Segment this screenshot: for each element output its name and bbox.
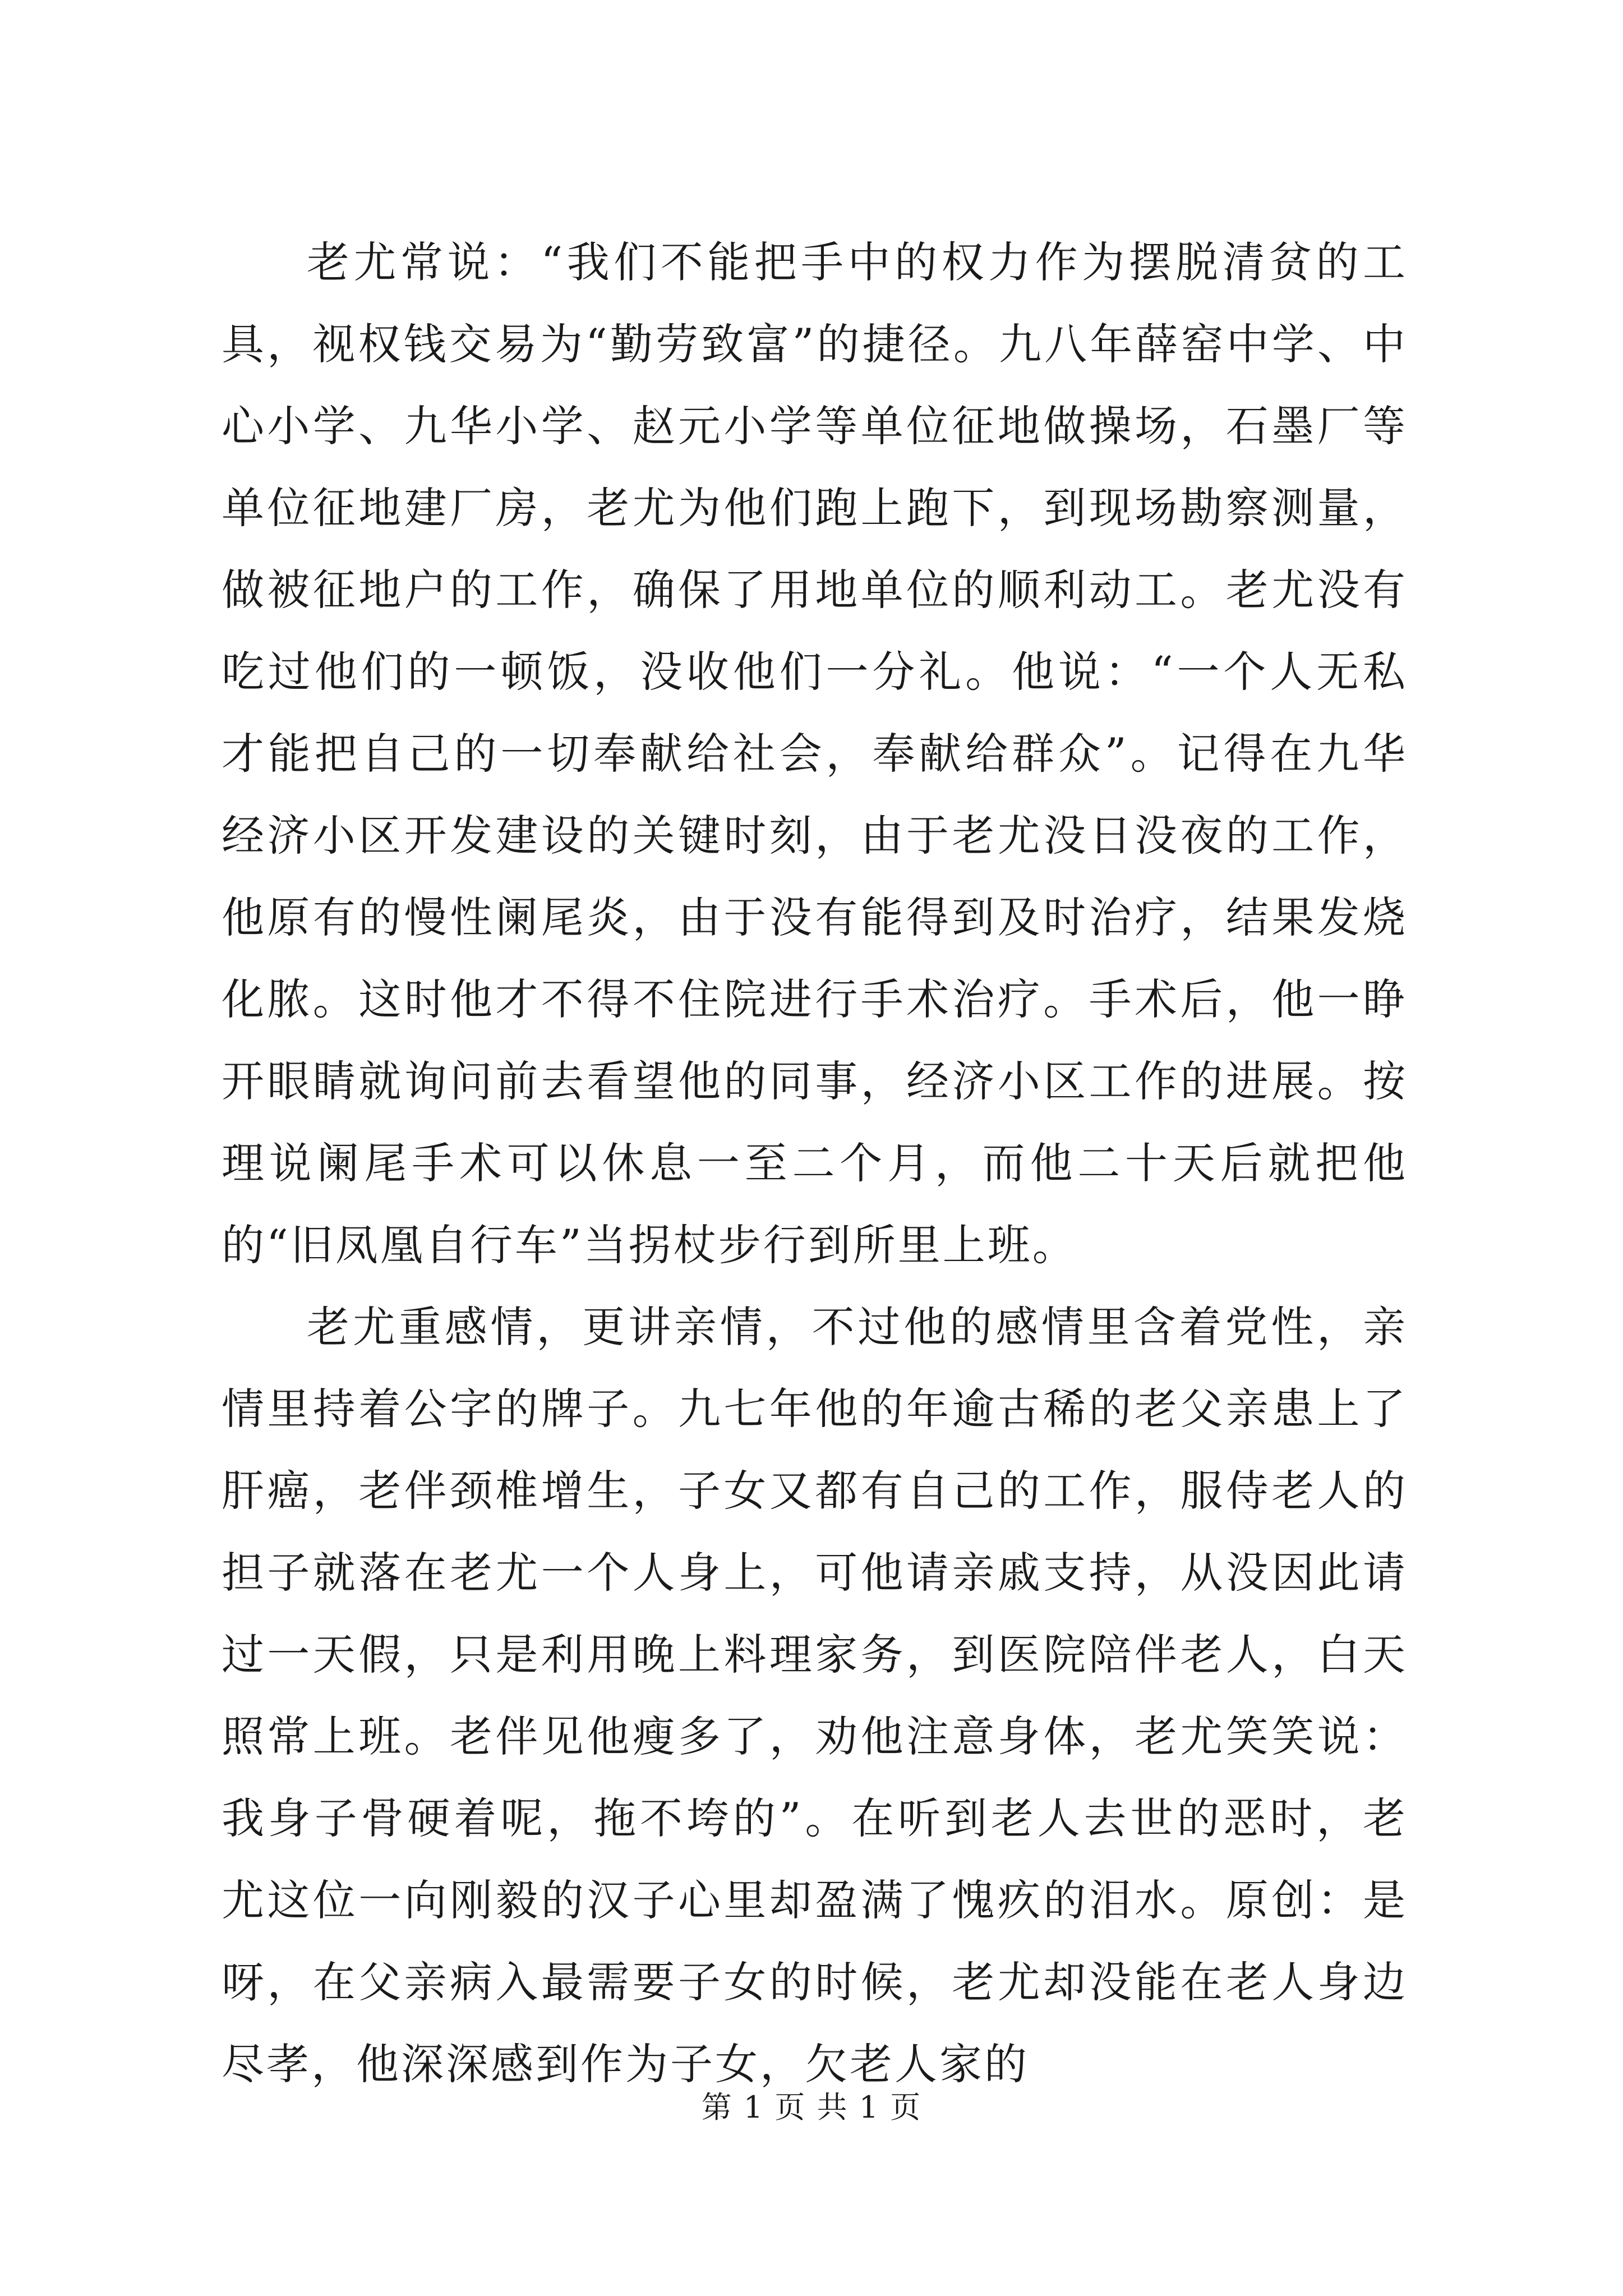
paragraph: 老尤常说：“我们不能把手中的权力作为摆脱清贫的工具，视权钱交易为“勤劳致富”的捷径。九八年薛窑中学、中心小学、九华小学、赵元小学等单位征地做操场，石墨厂等单位征地建厂房，老尤为他们跑上跑下，到现场勘察测量，做被征地户的工作，确保了用地单位的顺利动工。老尤没有吃过他们的一顿饭，没收他们一分礼。他说：“一个人无私才能把自己的一切奉献给社会，奉献给群众”。记得在九华经济小区开发建设的关键时刻，由于老尤没日没夜的工作，他原有的慢性阑尾炎，由于没有能得到及时治疗，结果发烧化脓。这时他才不得不住院进行手术治疗。手术后，他一睁开眼睛就询问前去看望他的同事，经济小区工作的进展。按理说阑尾手术可以休息一至二个月，而他二十天后就把他的“旧凤凰自行车”当拐杖步行到所里上班。 [222,237,1408,1270]
document-body [222,222,1408,2105]
page-number-footer: 第 1 页 共 1 页 [701,2090,922,2125]
paragraph: 老尤重感情，更讲亲情，不过他的感情里含着党性，亲情里持着公字的牌子。九七年他的年逾古稀的老父亲患上了肝癌，老伴颈椎增生，子女又都有自己的工作，服侍老人的担子就落在老尤一个人身上，可他请亲戚支持，从没因此请过一天假，只是利用晚上料理家务，到医院陪伴老人，白天照常上班。老伴见他瘦多了，劝他注意身体，老尤笑笑说：我身子骨硬着呢，拖不垮的”。在听到老人去世的恶时，老尤这位一向刚毅的汉子心里却盈满了愧疚的泪水。原创：是呀，在父亲病入最需要子女的时候，老尤却没能在老人身边尽孝，他深深感到作为子女，欠老人家的 [222,1302,1408,2089]
